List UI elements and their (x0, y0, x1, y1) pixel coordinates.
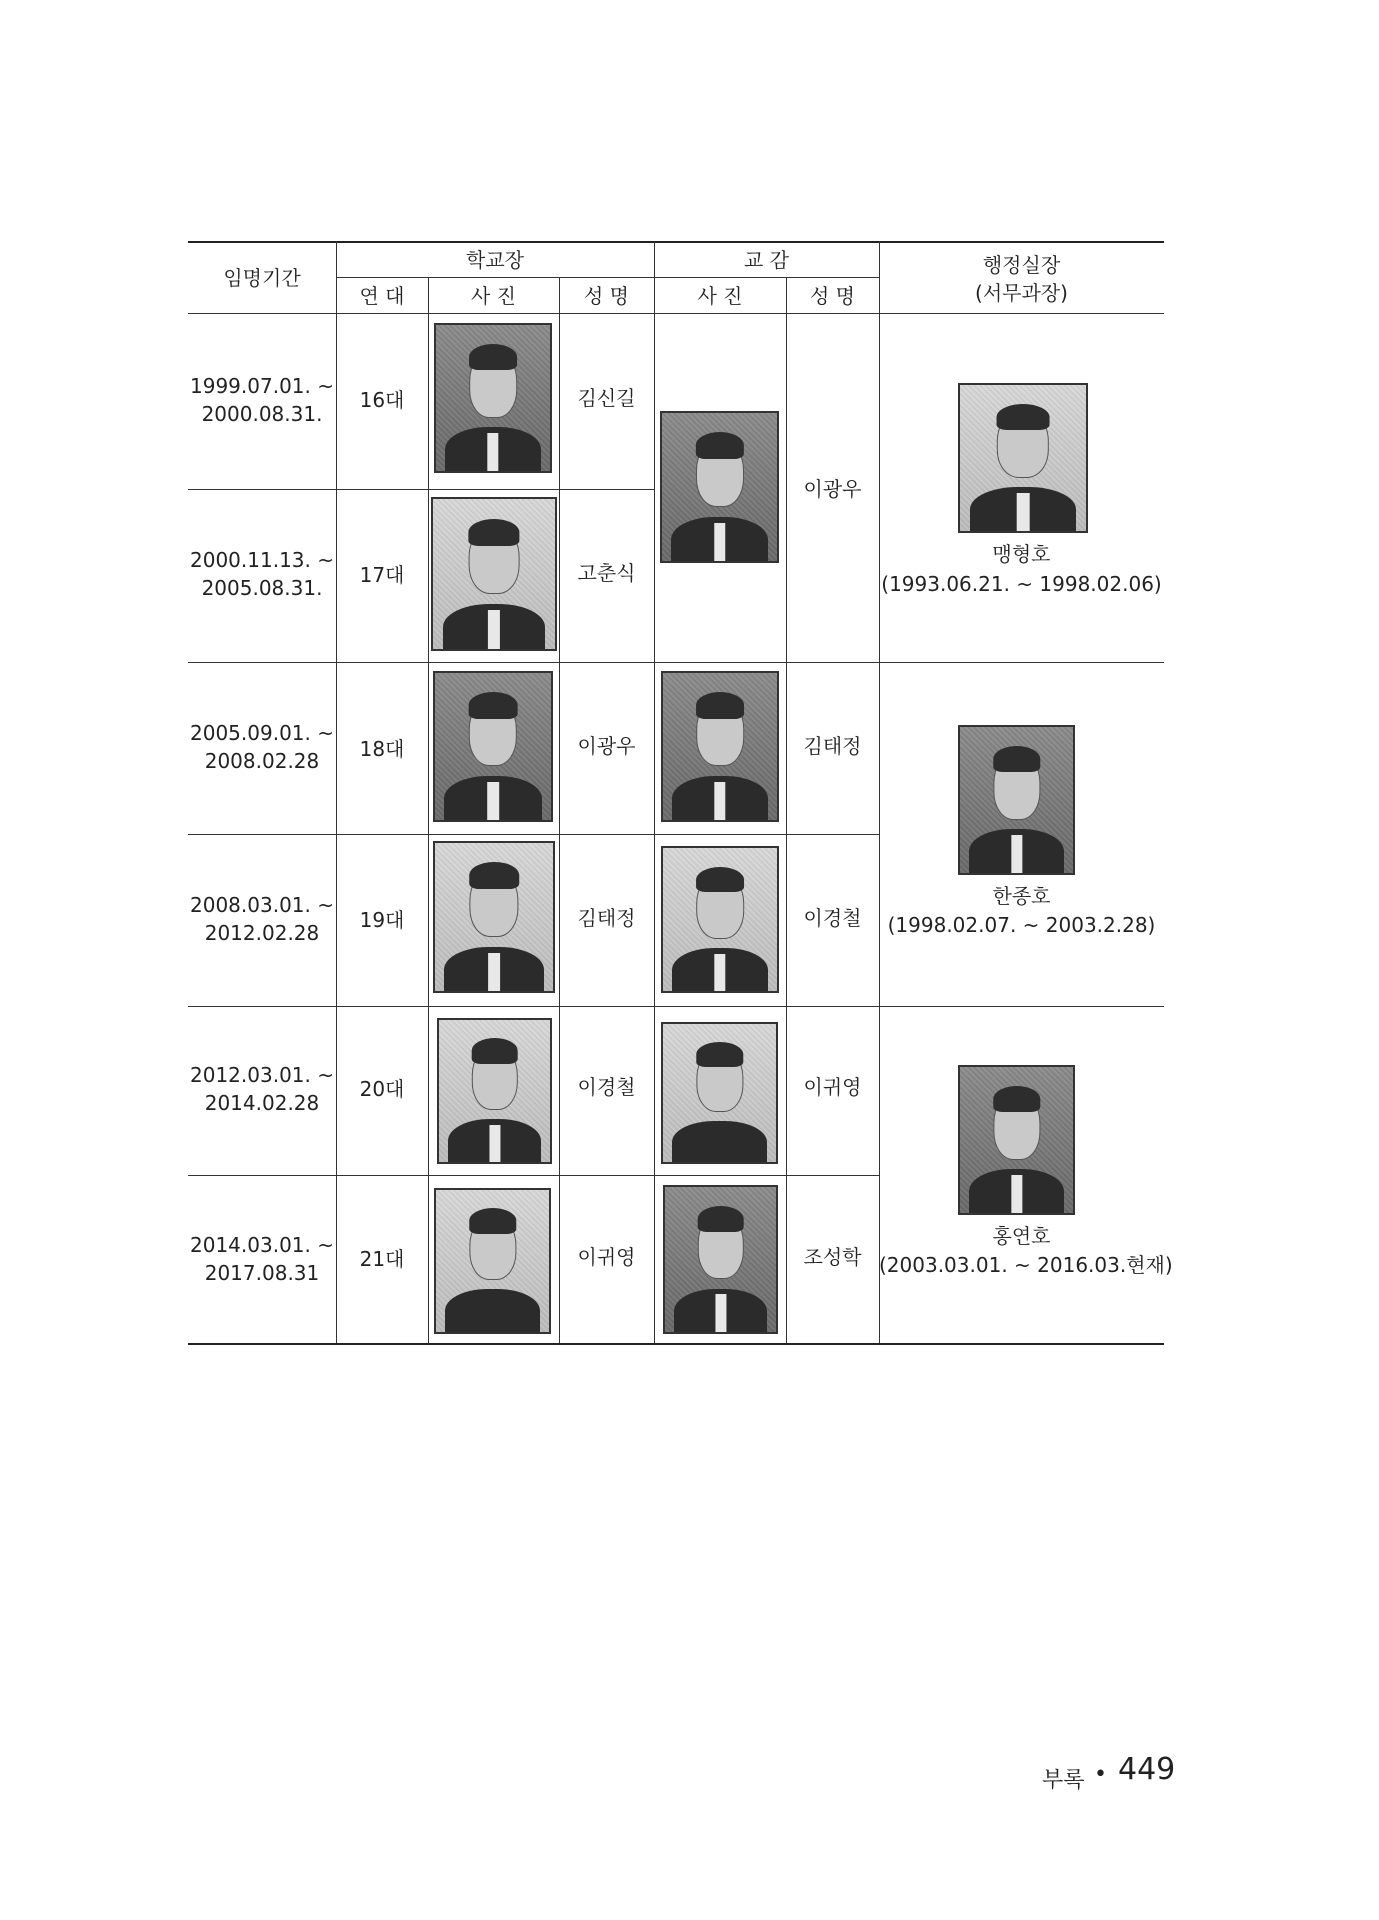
header-vice-group: 교 감 (744, 248, 789, 272)
header-principal-name: 성 명 (584, 284, 629, 308)
admin-name: 한종호 (992, 884, 1051, 908)
vice-photo (660, 411, 779, 563)
principal-photo (433, 841, 555, 993)
generation: 16대 (359, 388, 405, 412)
admin-photo (958, 1065, 1075, 1215)
admin-term: (1998.02.07. ~ 2003.2.28) (887, 913, 1156, 937)
admin-term: (2003.03.01. ~ 2016.03.현재) (879, 1253, 1173, 1277)
generation: 19대 (359, 908, 405, 932)
generation: 21대 (359, 1247, 405, 1271)
vice-photo (661, 671, 779, 822)
vice-name: 이경철 (803, 906, 862, 930)
col-divider-principal-photo (559, 277, 560, 1343)
admin-name: 맹형호 (992, 542, 1051, 566)
col-divider-principal-name (654, 241, 655, 1343)
principal-name: 고춘식 (577, 561, 636, 585)
header-period: 임명기간 (223, 266, 301, 290)
subheader-rule (336, 277, 879, 278)
vice-name: 김태정 (803, 734, 862, 758)
col-divider-vice-photo (786, 277, 787, 1343)
period-end: 2000.08.31. (201, 402, 323, 426)
vice-photo (661, 846, 779, 993)
principal-photo (434, 1188, 551, 1334)
principal-photo (431, 497, 557, 651)
principal-name: 김태정 (577, 906, 636, 930)
header-principal-photo: 사 진 (471, 284, 516, 308)
admin-photo (958, 725, 1075, 875)
admin-name: 홍연호 (992, 1224, 1051, 1248)
period-end: 2014.02.28 (204, 1091, 320, 1115)
vice-name: 이광우 (803, 477, 862, 501)
period-start: 2008.03.01. ~ (190, 893, 334, 917)
generation: 17대 (359, 563, 405, 587)
vice-photo (661, 1022, 778, 1164)
page-number: 449 (1118, 1752, 1176, 1787)
col-divider-vice-name (879, 241, 880, 1343)
principal-photo (434, 323, 552, 473)
period-start: 2000.11.13. ~ (190, 548, 334, 572)
header-admin-line1: 행정실장 (982, 253, 1061, 277)
row-divider-16-17 (188, 489, 654, 490)
header-bottom-rule (188, 313, 1164, 314)
header-vice-photo: 사 진 (697, 284, 743, 308)
footer-section: 부록 (1042, 1768, 1085, 1793)
period-start: 2012.03.01. ~ (190, 1063, 334, 1087)
group-divider-2 (188, 1006, 1164, 1007)
header-vice-name: 성 명 (810, 284, 855, 308)
admin-photo (958, 383, 1088, 533)
generation: 18대 (359, 737, 405, 761)
table-top-rule (188, 241, 1164, 243)
principal-name: 이귀영 (577, 1245, 636, 1269)
period-start: 2014.03.01. ~ (190, 1233, 334, 1257)
vice-name: 이귀영 (803, 1075, 862, 1099)
header-admin-line2: (서무과장) (975, 281, 1068, 305)
period-end: 2012.02.28 (204, 921, 320, 945)
row-divider-20-21 (188, 1175, 879, 1176)
period-end: 2017.08.31 (204, 1261, 320, 1285)
vice-photo (663, 1185, 778, 1334)
principal-name: 이경철 (577, 1075, 636, 1099)
header-generation: 연 대 (359, 284, 405, 308)
header-principal-group: 학교장 (466, 248, 524, 272)
principal-photo (433, 671, 553, 822)
period-end: 2005.08.31. (201, 576, 323, 600)
footer-bullet: • (1094, 1762, 1107, 1787)
principal-name: 김신길 (577, 386, 636, 410)
row-divider-18-19 (188, 834, 879, 835)
vice-name: 조성학 (803, 1245, 862, 1269)
admin-term: (1993.06.21. ~ 1998.02.06) (881, 572, 1162, 596)
generation: 20대 (359, 1077, 405, 1101)
table-bottom-rule (188, 1343, 1164, 1345)
period-start: 1999.07.01. ~ (190, 374, 334, 398)
col-divider-generation (428, 277, 429, 1343)
group-divider-1 (188, 662, 1164, 663)
period-start: 2005.09.01. ~ (190, 721, 334, 745)
period-end: 2008.02.28 (204, 749, 320, 773)
principal-photo (437, 1018, 552, 1164)
principal-name: 이광우 (577, 734, 636, 758)
